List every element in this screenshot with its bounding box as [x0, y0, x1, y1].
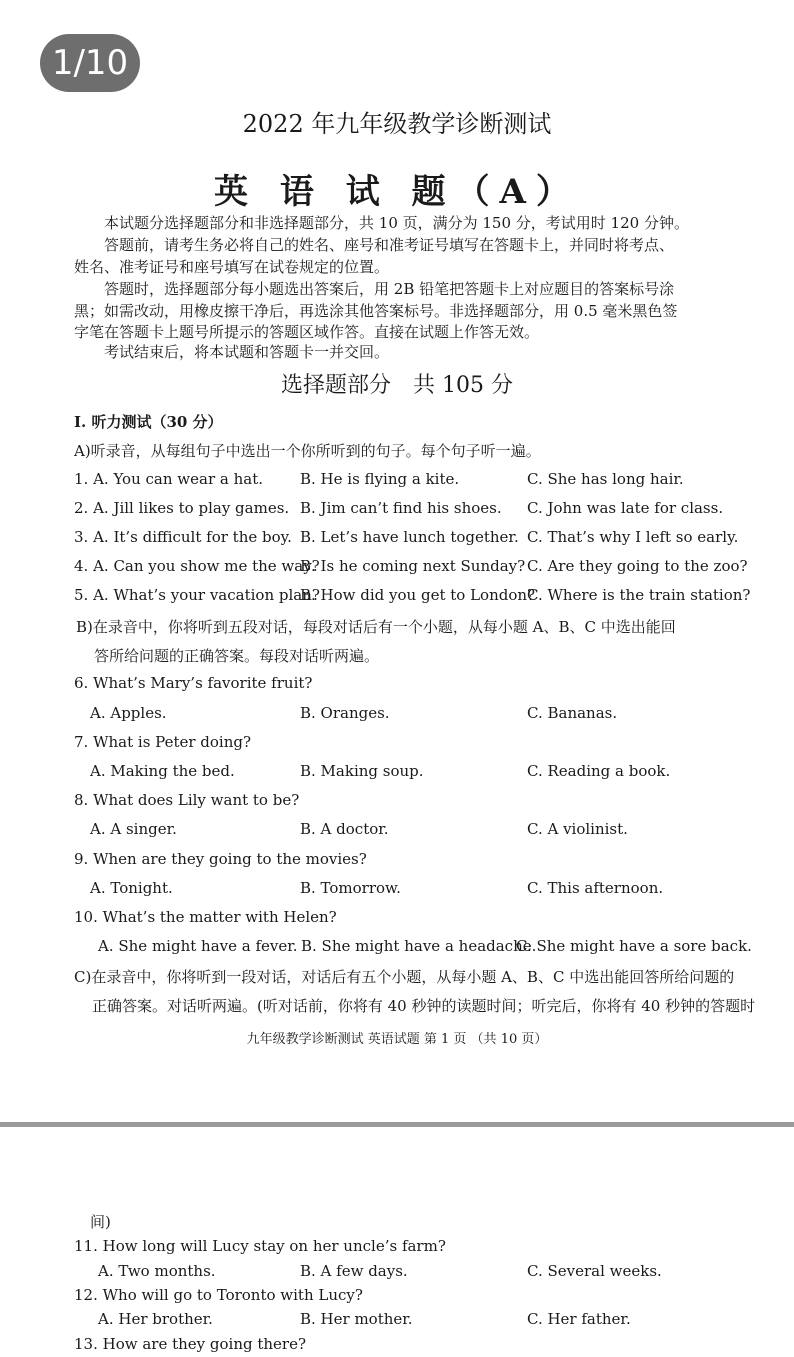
question-2-option-a: 2. A. Jill likes to play games. [74, 499, 290, 517]
instruction-line: 黑；如需改动，用橡皮擦干净后，再选涂其他答案标号。非选择题部分，用 0.5 毫米黑色签 [74, 302, 678, 320]
question-9-option-a: A. Tonight. [90, 879, 173, 897]
question-2-option-b: B. Jim can’t find his shoes. [300, 499, 502, 517]
question-12-option-a: A. Her brother. [98, 1310, 213, 1328]
question-4-option-c: C. Are they going to the zoo? [527, 557, 748, 575]
question-11-option-c: C. Several weeks. [527, 1262, 662, 1280]
instruction-line: 答题前，请考生务必将自己的姓名、座号和准考证号填写在答题卡上，并同时将考点、 [104, 236, 675, 254]
question-1-option-c: C. She has long hair. [527, 470, 684, 488]
part-c-instruction: C)在录音中，你将听到一段对话，对话后有五个小题，从每小题 A、B、C 中选出能回答所给问题的 [74, 968, 735, 986]
continuation-text: 间) [90, 1213, 111, 1231]
question-1-option-a: 1. A. You can wear a hat. [74, 470, 263, 488]
question-12-option-c: C. Her father. [527, 1310, 631, 1328]
question-4-option-a: 4. A. Can you show me the way? [74, 557, 320, 575]
part-a-instruction: A)听录音，从每组句子中选出一个你所听到的句子。每个句子听一遍。 [74, 442, 541, 460]
part-c-instruction: 正确答案。对话听两遍。(听对话前，你将有 40 秒钟的读题时间；听完后，你将有 40 秒钟的答题时 [92, 997, 756, 1015]
page-divider [0, 1122, 794, 1127]
question-10-option-c: C. She might have a sore back. [516, 937, 752, 955]
question-7-option-c: C. Reading a book. [527, 762, 671, 780]
question-12-stem: 12. Who will go to Toronto with Lucy? [74, 1286, 363, 1304]
instruction-line: 本试题分选择题部分和非选择题部分，共 10 页，满分为 150 分，考试用时 120 分钟。 [104, 214, 689, 232]
question-11-option-a: A. Two months. [98, 1262, 216, 1280]
question-3-option-a: 3. A. It’s difficult for the boy. [74, 528, 292, 546]
question-8-option-c: C. A violinist. [527, 820, 628, 838]
question-8-option-a: A. A singer. [90, 820, 177, 838]
question-9-option-b: B. Tomorrow. [300, 879, 401, 897]
page-indicator: 1/10 [40, 34, 140, 92]
question-5-option-c: C. Where is the train station? [527, 586, 751, 604]
question-6-stem: 6. What’s Mary’s favorite fruit? [74, 674, 313, 692]
instruction-line: 字笔在答题卡上题号所提示的答题区域作答。直接在试题上作答无效。 [74, 323, 540, 341]
instruction-line: 答题时，选择题部分每小题选出答案后，用 2B 铅笔把答题卡上对应题目的答案标号涂 [104, 280, 675, 298]
question-2-option-c: C. John was late for class. [527, 499, 724, 517]
question-11-stem: 11. How long will Lucy stay on her uncle’s farm? [74, 1237, 446, 1255]
question-3-option-b: B. Let’s have lunch together. [300, 528, 519, 546]
question-7-option-a: A. Making the bed. [90, 762, 235, 780]
question-5-option-a: 5. A. What’s your vacation plan? [74, 586, 320, 604]
question-7-option-b: B. Making soup. [300, 762, 424, 780]
question-8-option-b: B. A doctor. [300, 820, 389, 838]
question-1-option-b: B. He is flying a kite. [300, 470, 460, 488]
question-12-option-b: B. Her mother. [300, 1310, 413, 1328]
part-b-instruction: B)在录音中，你将听到五段对话，每段对话后有一个小题，从每小题 A、B、C 中选出能回 [76, 618, 676, 636]
question-6-option-a: A. Apples. [90, 704, 167, 722]
question-11-option-b: B. A few days. [300, 1262, 408, 1280]
question-4-option-b: B. Is he coming next Sunday? [300, 557, 526, 575]
subject-title: 英 语 试 题（A） [214, 172, 580, 212]
question-10-option-a: A. She might have a fever. [98, 937, 298, 955]
page-footer: 九年级教学诊断测试 英语试题 第 1 页 （共 10 页） [246, 1032, 548, 1047]
question-6-option-b: B. Oranges. [300, 704, 390, 722]
question-13-stem: 13. How are they going there? [74, 1335, 307, 1353]
part-b-instruction: 答所给问题的正确答案。每段对话听两遍。 [94, 647, 380, 665]
question-10-stem: 10. What’s the matter with Helen? [74, 908, 337, 926]
instruction-line: 考试结束后，将本试题和答题卡一并交回。 [104, 343, 390, 361]
question-7-stem: 7. What is Peter doing? [74, 733, 252, 751]
question-6-option-c: C. Bananas. [527, 704, 618, 722]
exam-title: 2022 年九年级教学诊断测试 [242, 110, 552, 138]
question-8-stem: 8. What does Lily want to be? [74, 791, 300, 809]
question-10-option-b: B. She might have a headache. [301, 937, 537, 955]
part-title: I. 听力测试（30 分） [74, 413, 223, 431]
question-3-option-c: C. That’s why I left so early. [527, 528, 739, 546]
section-title: 选择题部分 共 105 分 [281, 373, 513, 398]
question-9-option-c: C. This afternoon. [527, 879, 664, 897]
instruction-line: 姓名、准考证号和座号填写在试卷规定的位置。 [74, 258, 390, 276]
question-5-option-b: B. How did you get to London? [300, 586, 536, 604]
question-9-stem: 9. When are they going to the movies? [74, 850, 367, 868]
